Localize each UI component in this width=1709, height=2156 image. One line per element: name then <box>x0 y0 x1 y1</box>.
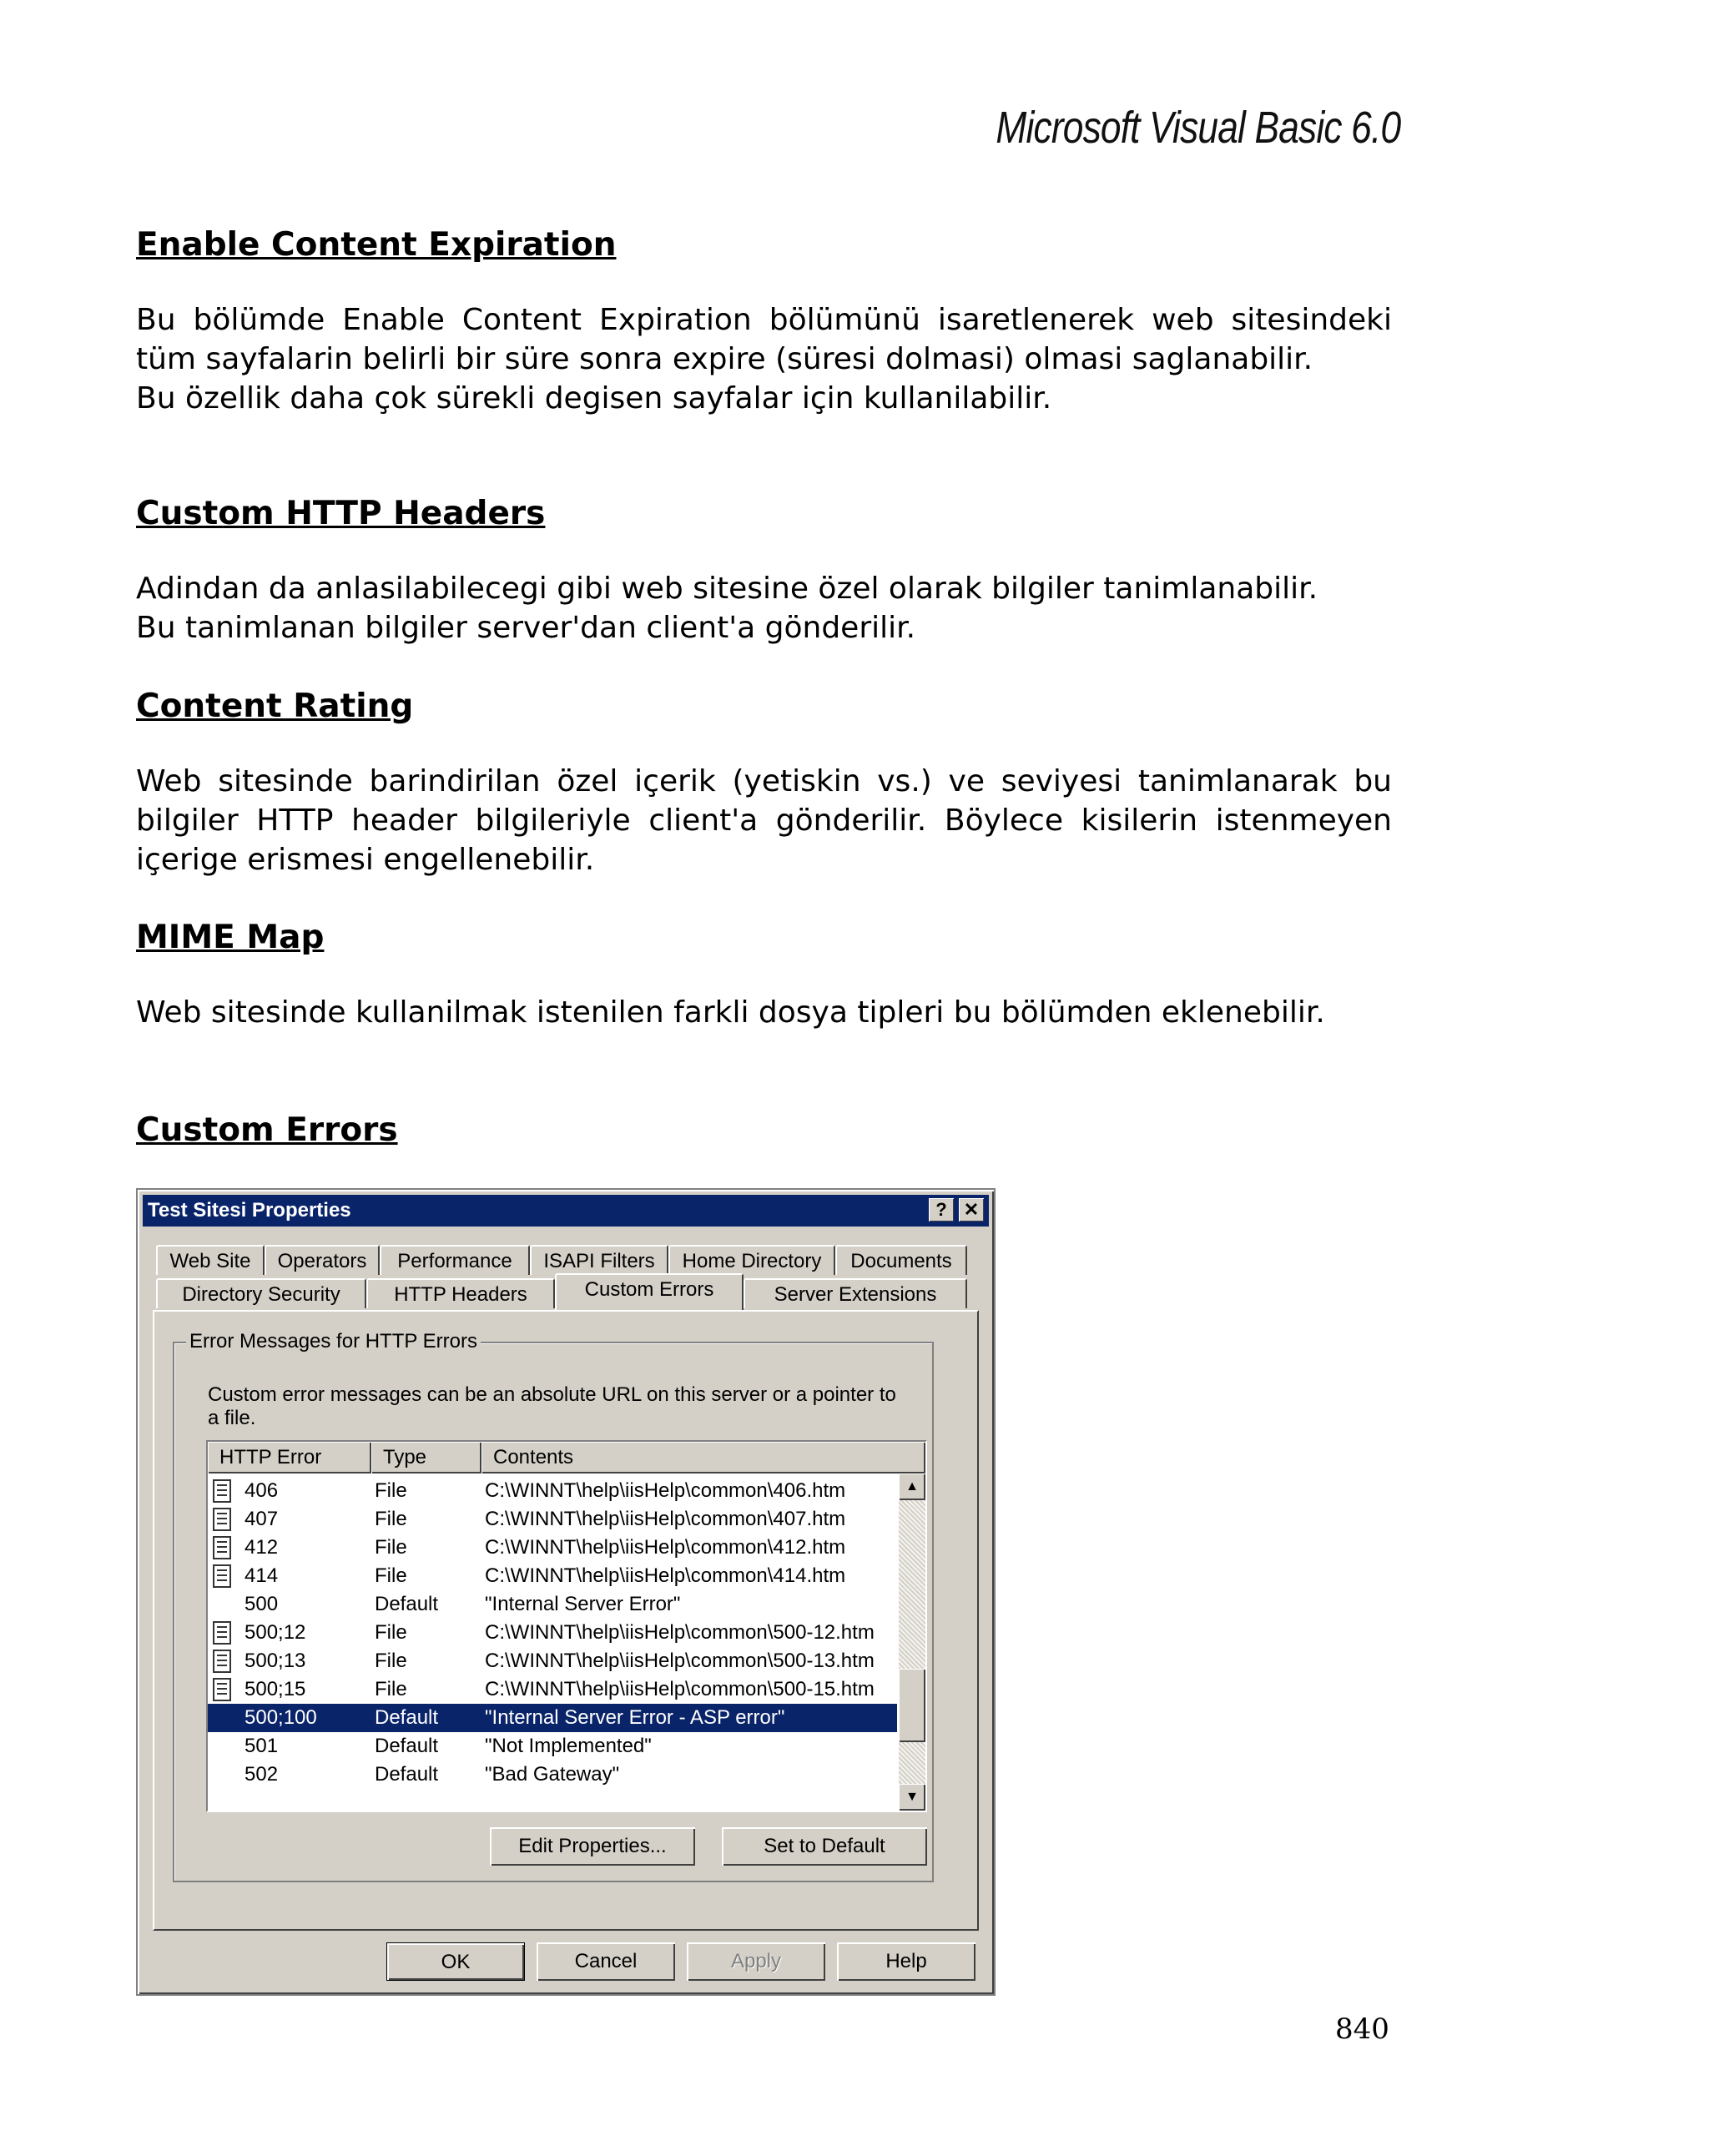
cell-http-error: 414 <box>245 1564 279 1587</box>
cell-http-error: 501 <box>245 1735 279 1757</box>
cell-http-error: 500;13 <box>245 1650 306 1672</box>
close-icon[interactable]: ✕ <box>959 1198 984 1222</box>
help-button[interactable]: Help <box>837 1942 975 1981</box>
tab-documents[interactable]: Documents <box>835 1245 967 1275</box>
group-description: Custom error messages can be an absolute URL on this server or a pointer to a file. <box>208 1383 896 1429</box>
table-row[interactable] <box>208 1732 897 1761</box>
file-icon <box>213 1479 231 1503</box>
list-header <box>208 1442 925 1473</box>
errors-list[interactable] <box>206 1440 927 1812</box>
tab-isapi-filters[interactable]: ISAPI Filters <box>530 1245 668 1275</box>
tab-operators[interactable]: Operators <box>265 1245 380 1275</box>
cell-http-error: 500 <box>245 1593 279 1615</box>
cell-type: File <box>375 1536 407 1559</box>
paragraph: Web sitesinde kullanilmak istenilen farkli dosya tipleri bu bölümden eklenebilir. <box>136 995 1325 1030</box>
table-row[interactable] <box>208 1477 897 1505</box>
section-body-custom-http-headers <box>136 569 1392 647</box>
cell-type: File <box>375 1564 407 1587</box>
tab-directory-security[interactable]: Directory Security <box>156 1278 366 1308</box>
cell-type: File <box>375 1650 407 1672</box>
file-icon <box>213 1650 231 1673</box>
section-heading-custom-errors: Custom Errors <box>136 1111 398 1149</box>
cell-type: Default <box>375 1763 439 1786</box>
cell-contents: C:\WINNT\help\iisHelp\common\406.htm <box>485 1479 846 1502</box>
cell-type: Default <box>375 1593 439 1615</box>
cell-contents: C:\WINNT\help\iisHelp\common\500-12.htm <box>485 1621 875 1644</box>
file-icon <box>213 1678 231 1701</box>
cell-contents: "Internal Server Error" <box>485 1593 681 1615</box>
group-title: Error Messages for HTTP Errors <box>186 1330 481 1353</box>
cell-contents: C:\WINNT\help\iisHelp\common\500-13.htm <box>485 1650 875 1672</box>
cell-http-error: 406 <box>245 1479 279 1502</box>
edit-properties-label: Edit Properties... <box>518 1835 667 1857</box>
help-icon[interactable]: ? <box>929 1198 954 1222</box>
file-icon <box>213 1536 231 1559</box>
cell-http-error: 500;100 <box>245 1706 317 1729</box>
column-contents[interactable]: Contents <box>481 1442 925 1473</box>
table-row[interactable] <box>208 1562 897 1590</box>
section-body-mime-map <box>136 993 1392 1032</box>
cell-contents: "Not Implemented" <box>485 1735 652 1757</box>
list-scrollbar[interactable] <box>899 1473 925 1811</box>
cell-contents: C:\WINNT\help\iisHelp\common\407.htm <box>485 1508 846 1530</box>
scroll-thumb[interactable] <box>899 1669 925 1742</box>
dialog-title: Test Sitesi Properties <box>148 1199 351 1222</box>
ok-button[interactable]: OK <box>386 1942 525 1981</box>
table-row[interactable] <box>208 1534 897 1562</box>
cell-type: File <box>375 1508 407 1530</box>
cell-http-error: 500;15 <box>245 1678 306 1700</box>
file-icon <box>213 1621 231 1645</box>
cell-http-error: 502 <box>245 1763 279 1786</box>
tab-server-extensions[interactable]: Server Extensions <box>744 1278 967 1308</box>
apply-button[interactable]: Apply <box>687 1942 825 1981</box>
cell-type: File <box>375 1621 407 1644</box>
cell-type: Default <box>375 1706 439 1729</box>
cell-contents: C:\WINNT\help\iisHelp\common\414.htm <box>485 1564 846 1587</box>
cell-http-error: 407 <box>245 1508 279 1530</box>
cell-type: Default <box>375 1735 439 1757</box>
cancel-button[interactable]: Cancel <box>537 1942 675 1981</box>
cell-http-error: 412 <box>245 1536 279 1559</box>
section-heading-content-rating: Content Rating <box>136 688 414 725</box>
table-row[interactable] <box>208 1704 897 1732</box>
tab-http-headers[interactable]: HTTP Headers <box>366 1278 555 1308</box>
table-row[interactable] <box>208 1675 897 1704</box>
section-heading-mime-map: MIME Map <box>136 919 325 956</box>
paragraph: Bu bölümde Enable Content Expiration bölümünü isaretlenerek web sitesindeki tüm sayfalarin belirli bir süre sonra expire (süresi dolmasi) olmasi saglanabilir. <box>136 303 1392 376</box>
section-body-content-expiration <box>136 300 1392 418</box>
tab-performance[interactable]: Performance <box>380 1245 530 1275</box>
cell-contents: C:\WINNT\help\iisHelp\common\500-15.htm <box>485 1678 875 1700</box>
scroll-up-icon[interactable]: ▲ <box>899 1473 925 1500</box>
paragraph: Bu özellik daha çok sürekli degisen sayfalar için kullanilabilir. <box>136 381 1052 416</box>
cell-contents: "Bad Gateway" <box>485 1763 620 1786</box>
dialog-titlebar <box>143 1195 989 1227</box>
scroll-down-icon[interactable]: ▼ <box>899 1784 925 1811</box>
paragraph: Bu tanimlanan bilgiler server'dan client'a gönderilir. <box>136 611 916 645</box>
cell-contents: C:\WINNT\help\iisHelp\common\412.htm <box>485 1536 846 1559</box>
column-type[interactable]: Type <box>371 1442 481 1473</box>
tab-web-site[interactable]: Web Site <box>156 1245 265 1275</box>
table-row[interactable] <box>208 1761 897 1789</box>
tab-home-directory[interactable]: Home Directory <box>668 1245 835 1275</box>
table-row[interactable] <box>208 1647 897 1675</box>
cell-contents: "Internal Server Error - ASP error" <box>485 1706 785 1729</box>
edit-properties-button[interactable] <box>490 1827 695 1866</box>
tabs-row-2 <box>156 1278 975 1310</box>
file-icon <box>213 1508 231 1531</box>
cell-type: File <box>375 1678 407 1700</box>
file-icon <box>213 1564 231 1588</box>
section-body-content-rating <box>136 762 1392 879</box>
running-title: Microsoft Visual Basic 6.0 <box>996 103 1400 153</box>
page-number: 840 <box>1335 2012 1389 2046</box>
section-heading-content-expiration: Enable Content Expiration <box>136 226 617 264</box>
paragraph: Adindan da anlasilabilecegi gibi web sitesine özel olarak bilgiler tanimlanabilir. <box>136 572 1318 606</box>
paragraph: Web sitesinde barindirilan özel içerik (yetiskin vs.) ve seviyesi tanimlanarak bu bilgiler HTTP header bilgileriyle client'a gönderilir. Böylece kisilerin istenmeyen içerige erismesi engellenebilir. <box>136 764 1392 877</box>
table-row[interactable] <box>208 1590 897 1619</box>
tabs-row-1 <box>156 1245 975 1277</box>
section-heading-custom-http-headers: Custom HTTP Headers <box>136 495 546 532</box>
cell-type: File <box>375 1479 407 1502</box>
table-row[interactable] <box>208 1619 897 1647</box>
tab-custom-errors[interactable]: Custom Errors <box>555 1273 744 1310</box>
column-http-error[interactable]: HTTP Error <box>208 1442 371 1473</box>
table-row[interactable] <box>208 1505 897 1534</box>
properties-dialog <box>136 1188 996 1996</box>
cell-http-error: 500;12 <box>245 1621 306 1644</box>
set-to-default-button[interactable] <box>722 1827 927 1866</box>
set-to-default-label: Set to Default <box>764 1835 885 1857</box>
